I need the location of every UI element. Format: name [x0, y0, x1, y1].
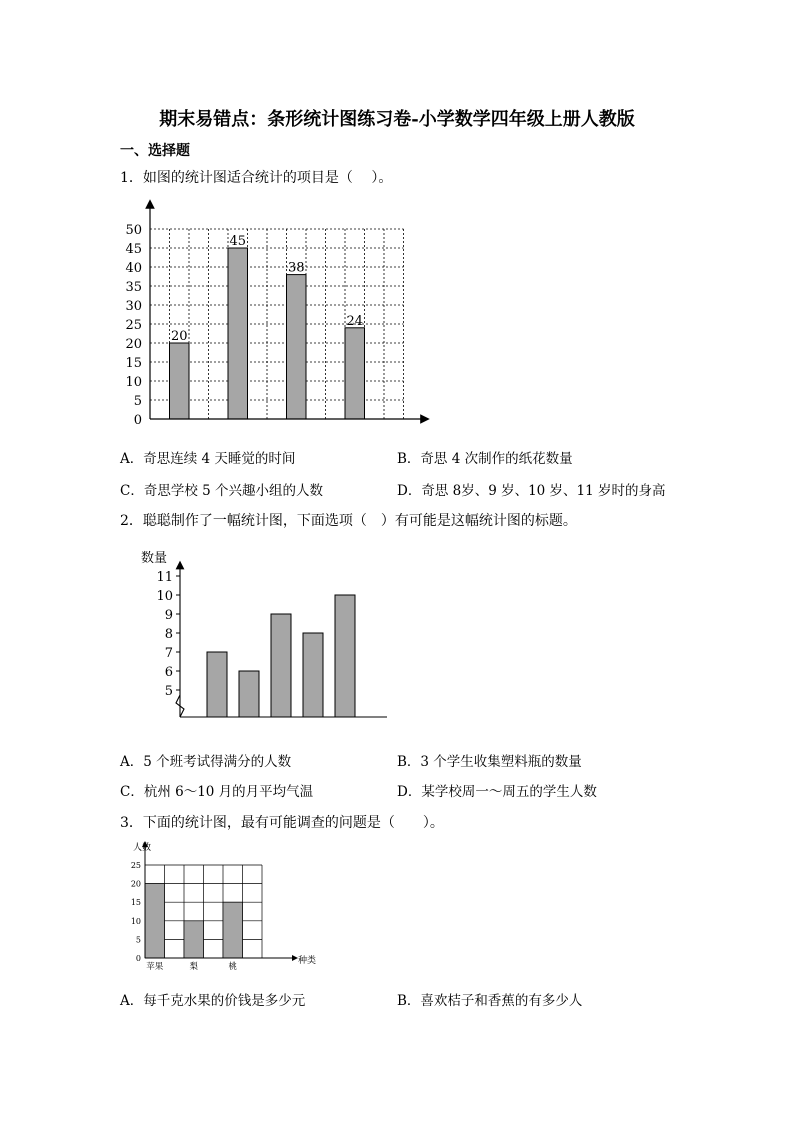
chart-1-bar [345, 328, 365, 419]
chart-1-data-label: 24 [346, 313, 364, 329]
chart-2-y-tick: 5 [164, 684, 173, 699]
chart-1-y-tick: 25 [125, 318, 142, 333]
chart-1-y-tick: 20 [125, 337, 142, 352]
chart-2-bar [303, 633, 323, 717]
chart-1 [120, 198, 440, 433]
chart-3-y-tick: 5 [135, 935, 141, 945]
chart-3-category-label: 苹果 [146, 962, 164, 972]
chart-1-data-label: 45 [229, 234, 247, 249]
chart-3 [125, 838, 325, 973]
chart-2-bar [239, 671, 259, 717]
question-1-option-a[interactable]: A．奇思连续 4 天睡觉的时间 [120, 451, 296, 467]
chart-2-bar [271, 614, 291, 717]
question-1-stem: 1．如图的统计图适合统计的项目是（ ）。 [120, 170, 393, 186]
chart-1-y-tick: 5 [133, 394, 142, 409]
chart-1-y-tick: 40 [125, 261, 142, 276]
chart-3-category-label: 梨 [189, 962, 199, 972]
question-1-option-b[interactable]: B．奇思 4 次制作的纸花数量 [397, 451, 573, 467]
chart-3-x-label: 种类 [298, 956, 317, 966]
chart-2-y-tick: 9 [164, 608, 173, 623]
question-3-option-b[interactable]: B．喜欢桔子和香蕉的有多少人 [397, 993, 583, 1009]
chart-2-y-label: 数量 [141, 551, 168, 566]
chart-3-bar [223, 902, 243, 958]
chart-3-y-label: 人数 [133, 843, 152, 853]
chart-1-y-tick: 10 [125, 375, 142, 390]
chart-3-y-tick: 15 [130, 898, 141, 908]
chart-1-y-tick: 35 [125, 280, 142, 295]
question-2-option-b[interactable]: B．3 个学生收集塑料瓶的数量 [397, 754, 582, 770]
chart-3-y-tick: 10 [130, 916, 141, 926]
chart-3-y-tick: 0 [135, 954, 141, 963]
chart-2-y-tick: 6 [164, 665, 173, 680]
chart-3-category-label: 桃 [228, 962, 238, 972]
chart-1-y-tick: 30 [125, 299, 142, 314]
chart-2-bar [335, 595, 355, 717]
question-2-stem: 2．聪聪制作了一幅统计图，下面选项（ ）有可能是这幅统计图的标题。 [120, 513, 577, 529]
question-3-stem: 3．下面的统计图，最有可能调查的问题是（ ）。 [120, 815, 444, 831]
chart-2-y-tick: 7 [164, 646, 173, 661]
chart-1-y-tick: 0 [133, 413, 142, 428]
question-2-option-a[interactable]: A．5 个班考试得满分的人数 [120, 754, 292, 770]
chart-1-y-tick: 45 [125, 242, 142, 257]
chart-3-bar [145, 884, 165, 958]
chart-1-y-tick: 15 [125, 356, 142, 371]
chart-2-y-tick: 11 [156, 570, 173, 585]
question-2-option-c[interactable]: C．杭州 6～10 月的月平均气温 [120, 784, 314, 800]
chart-1-bar [287, 275, 307, 419]
question-1-option-d[interactable]: D．奇思 8岁、9 岁、10 岁、11 岁时的身高 [397, 483, 666, 499]
chart-2-y-tick: 10 [156, 589, 173, 604]
chart-1-data-label: 38 [287, 260, 305, 276]
chart-1-bar [170, 343, 190, 419]
chart-3-bar [184, 921, 204, 958]
chart-1-bar [228, 248, 248, 419]
question-2-option-d[interactable]: D．某学校周一～周五的学生人数 [397, 784, 597, 800]
chart-2-bar [207, 652, 227, 717]
chart-3-y-tick: 20 [130, 879, 141, 889]
chart-1-y-tick: 50 [125, 223, 142, 238]
question-3-option-a[interactable]: A．每千克水果的价钱是多少元 [120, 993, 306, 1009]
chart-2-y-tick: 8 [164, 627, 173, 642]
chart-2 [135, 545, 395, 725]
section-heading: 一、选择题 [120, 143, 190, 159]
page-title: 期末易错点：条形统计图练习卷-小学数学四年级上册人教版 [159, 109, 635, 130]
chart-1-data-label: 20 [170, 329, 188, 344]
chart-3-y-tick: 25 [130, 861, 141, 870]
question-1-option-c[interactable]: C．奇思学校 5 个兴趣小组的人数 [120, 483, 324, 499]
